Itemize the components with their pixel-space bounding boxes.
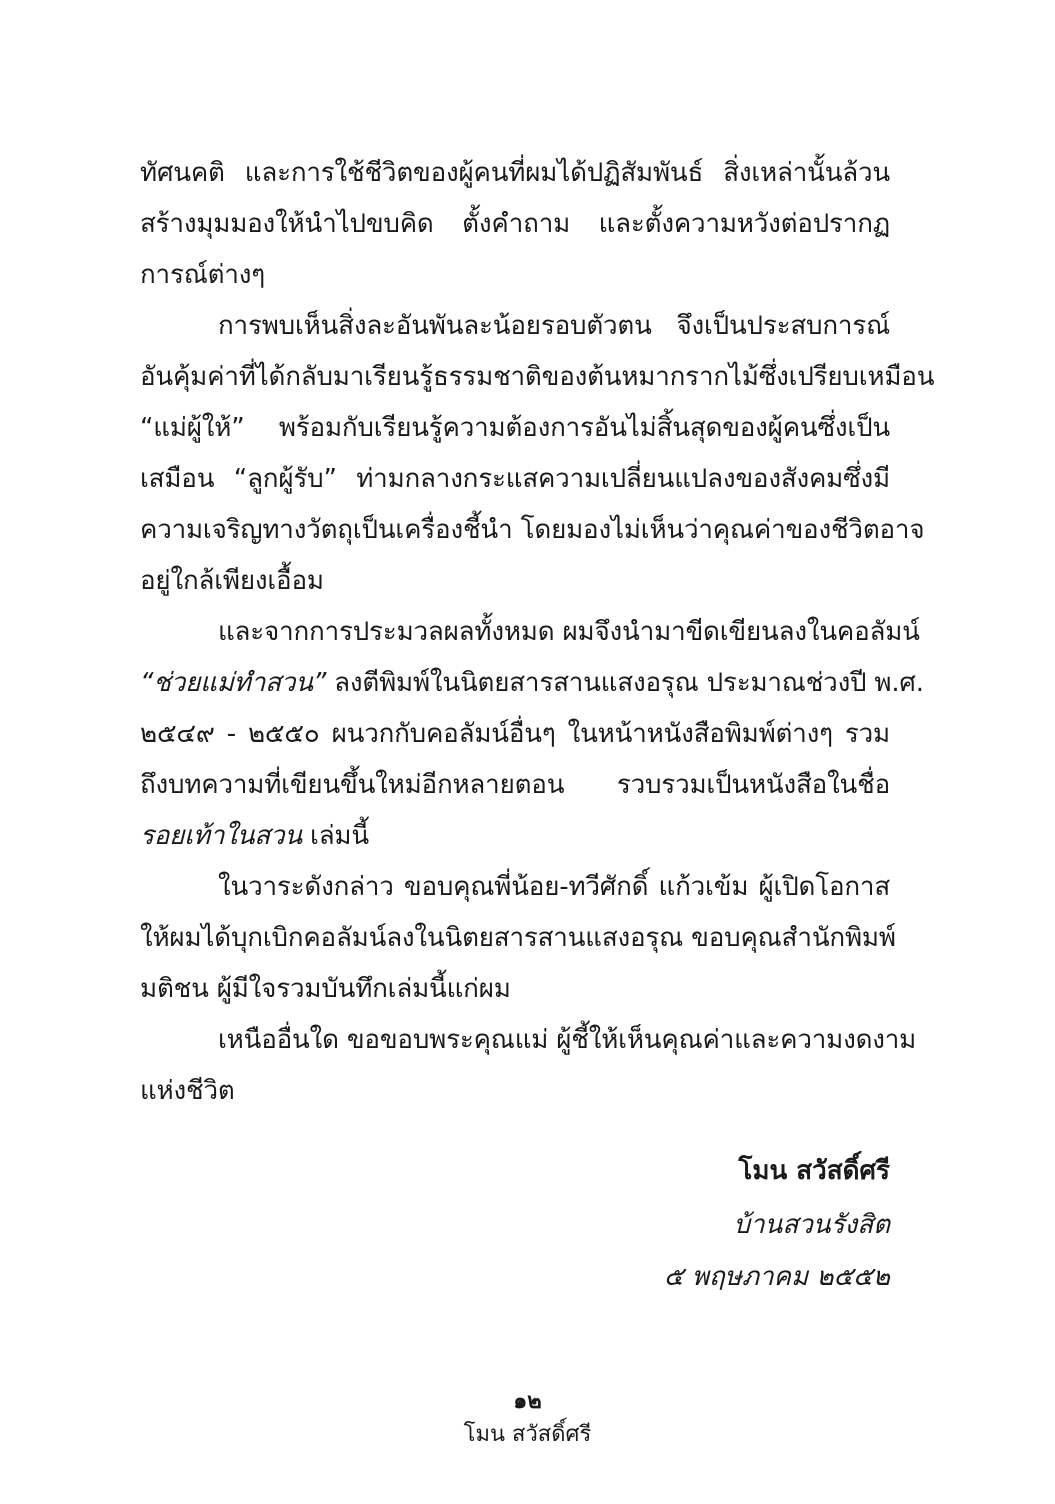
text-line: สร้างมุมมองให้นำไปขบคิด ตั้งคำถาม และตั้งความหวังต่อปรากฏ [140,209,890,239]
book-title: รอยเท้าในสวน [140,821,302,851]
signature-place: บ้านสวนรังสิต [733,1210,890,1240]
text-line: ถึงบทความที่เขียนขึ้นใหม่อีกหลายตอน รวบรวมเป็นหนังสือในชื่อ [140,770,890,800]
text-line: อยู่ใกล้เพียงเอื้อม [140,566,324,596]
text-line: ให้ผมได้บุกเบิกคอลัมน์ลงในนิตยสารสานแสงอรุณ ขอบคุณสำนักพิมพ์ [140,923,896,953]
text-run: เล่มนี้ [301,821,369,851]
text-line: มติชน ผู้มีใจรวมบันทึกเล่มนี้แก่ผม [140,974,511,1004]
text-line: อันคุ้มค่าที่ได้กลับมาเรียนรู้ธรรมชาติของต้นหมากรากไม้ซึ่งเปรียบเหมือน [140,362,935,392]
text-line: การพบเห็นสิ่งละอันพันละน้อยรอบตัวตน จึงเป็นประสบการณ์ [218,311,890,341]
page-number: ๑๒ [513,1389,542,1414]
text-line [140,658,924,709]
text-line: “แม่ผู้ให้” พร้อมกับเรียนรู้ความต้องการอันไม่สิ้นสุดของผู้คนซึ่งเป็น [140,413,890,443]
text-line: ๒๕๔๙ - ๒๕๕๐ ผนวกกับคอลัมน์อื่นๆ ในหน้าหนังสือพิมพ์ต่างๆ รวม [140,719,890,749]
text-line: การณ์ต่างๆ [140,260,265,290]
text-line: ทัศนคติ และการใช้ชีวิตของผู้คนที่ผมได้ปฏิสัมพันธ์ สิ่งเหล่านั้นล้วน [140,158,890,188]
text-line: เสมือน “ลูกผู้รับ” ท่ามกลางกระแสความเปลี่ยนแปลงของสังคมซึ่งมี [140,464,890,494]
signature-name: โมน สวัสดิ์ศรี [738,1156,890,1186]
text-line: เหนืออื่นใด ขอขอบพระคุณแม่ ผู้ชี้ให้เห็นคุณค่าและความงดงาม [218,1025,917,1055]
text-line: ในวาระดังกล่าว ขอบคุณพี่น้อย-ทวีศักดิ์ แก้วเข้ม ผู้เปิดโอกาส [218,872,890,902]
running-footer-author: โมน สวัสดิ์ศรี [463,1422,592,1447]
text-line: แห่งชีวิต [140,1076,235,1106]
text-run: ลงตีพิมพ์ในนิตยสารสานแสงอรุณ ประมาณช่วงปี พ.ศ. [326,668,924,698]
text-line: ความเจริญทางวัตถุเป็นเครื่องชี้นำ โดยมองไม่เห็นว่าคุณค่าของชีวิตอาจ [140,515,925,545]
text-line [140,811,890,862]
body-text [140,148,935,1117]
column-title: “ช่วยแม่ทำสวน” [140,668,327,698]
text-line: และจากการประมวลผลทั้งหมด ผมจึงนำมาขีดเขียนลงในคอลัมน์ [218,617,920,647]
signature-date: ๕ พฤษภาคม ๒๕๕๒ [663,1262,890,1292]
